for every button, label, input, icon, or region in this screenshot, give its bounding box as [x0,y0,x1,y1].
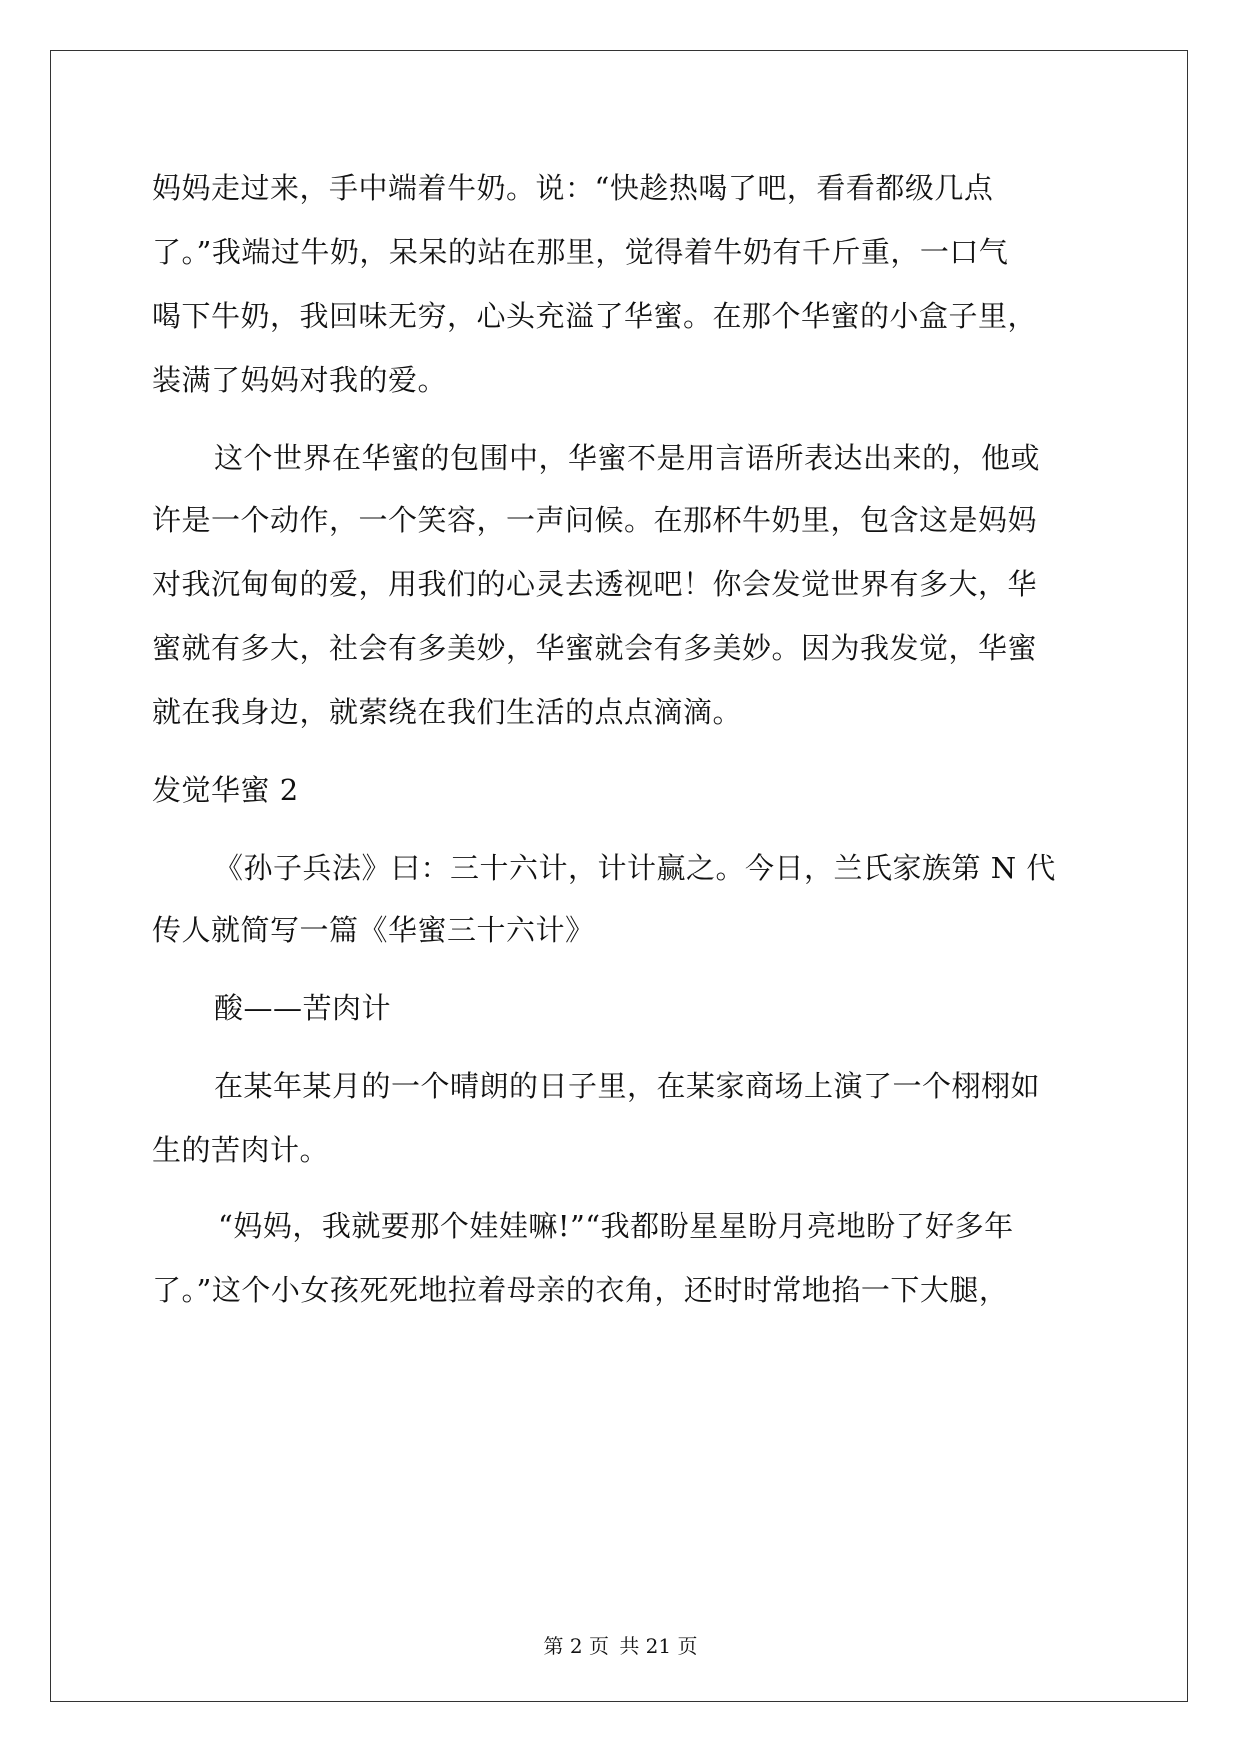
section-heading: 发觉华蜜 2 [152,773,299,807]
text-line: 酸——苦肉计 [214,991,392,1025]
text-line: “妈妈，我就要那个娃娃嘛!”“我都盼星星盼月亮地盼了好多年 [218,1209,1014,1243]
text-line: 许是一个动作，一个笑容，一声问候。在那杯牛奶里，包含这是妈妈 [152,503,1038,537]
text-line: 了。”我端过牛奶，呆呆的站在那里，觉得着牛奶有千斤重，一口气 [152,235,1009,269]
text-line: 了。”这个小女孩死死地拉着母亲的衣角，还时时常地掐一下大腿， [152,1273,1009,1307]
text-line: 传人就简写一篇《华蜜三十六计》 [152,913,595,947]
text-line: 装满了妈妈对我的爱。 [152,363,448,397]
text-line: 在某年某月的一个晴朗的日子里，在某家商场上演了一个栩栩如 [214,1069,1041,1103]
page-footer [0,1632,1241,1660]
text-line: 生的苦肉计。 [152,1133,330,1167]
text-line: 对我沉甸甸的爱，用我们的心灵去透视吧！你会发觉世界有多大，华 [152,567,1038,601]
text-line: 这个世界在华蜜的包围中，华蜜不是用言语所表达出来的，他或 [214,441,1041,475]
text-line: 就在我身边，就萦绕在我们生活的点点滴滴。 [152,695,743,729]
page-number: 第 2 页 [543,1634,609,1658]
text-line: 妈妈走过来，手中端着牛奶。说：“快趁热喝了吧，看看都级几点 [152,171,994,205]
page-total: 共 21 页 [619,1634,698,1658]
text-line: 喝下牛奶，我回味无穷，心头充溢了华蜜。在那个华蜜的小盒子里， [152,299,1038,333]
text-line: 《孙子兵法》曰：三十六计，计计赢之。今日，兰氏家族第 N 代 [214,851,1056,885]
text-line: 蜜就有多大，社会有多美妙，华蜜就会有多美妙。因为我发觉，华蜜 [152,631,1038,665]
